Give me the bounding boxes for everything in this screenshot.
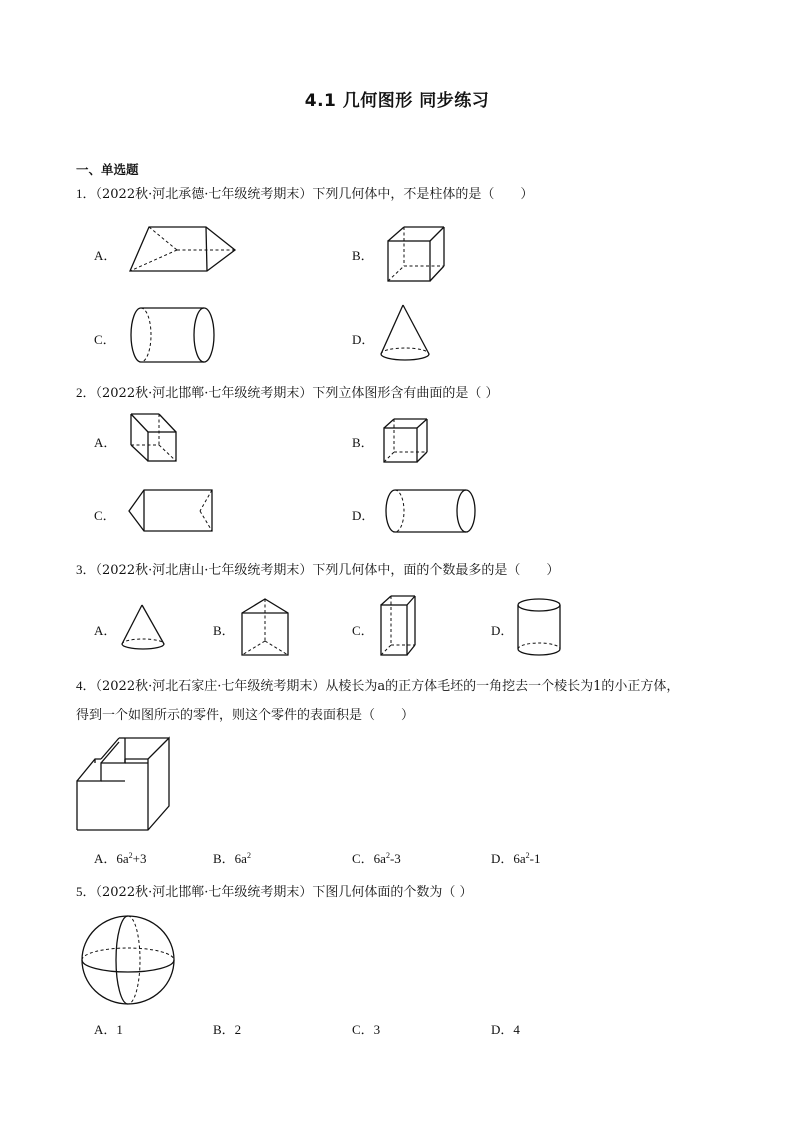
question-text: （2022秋·河北承德·七年级统考期末）下列几何体中，不是柱体的是（ ） <box>95 187 534 202</box>
option-label-d: D． <box>352 508 375 523</box>
option-label-c: C． <box>94 332 116 347</box>
cylinder-figure <box>515 596 565 660</box>
option-label-d: D． <box>491 623 514 638</box>
question-text: （2022秋·河北邯郸·七年级统考期末）下列立体图形含有曲面的是（ ） <box>95 386 499 401</box>
notched-cube-figure <box>74 735 172 833</box>
option-label-a: A． <box>94 623 117 638</box>
sphere-figure <box>78 912 178 1008</box>
section-heading: 一、单选题 <box>76 162 139 177</box>
option-label: A． <box>94 1022 117 1037</box>
question-number: 3． <box>76 562 96 577</box>
question-4-line-2: 得到一个如图所示的零件，则这个零件的表面积是（ ） <box>76 708 415 723</box>
option-d: D．$6a^2-1$ <box>491 851 541 866</box>
cylinder-figure <box>127 305 217 365</box>
cube-figure <box>128 411 180 465</box>
cone-figure <box>378 302 436 364</box>
option-label-b: B． <box>213 623 235 638</box>
cube-figure <box>381 416 431 466</box>
option-label: C． <box>352 851 374 866</box>
option-c: C．$6a^2-3$ <box>352 851 401 866</box>
question-3 <box>76 559 559 582</box>
triangular-prism-figure <box>126 487 216 535</box>
rectangular-prism-figure <box>378 593 418 659</box>
question-number: 1． <box>76 186 96 201</box>
cube-figure <box>385 224 447 284</box>
question-number: 4． <box>76 678 96 693</box>
cone-figure <box>119 602 169 654</box>
page-title: 4.1 几何图形 同步练习 <box>304 91 490 111</box>
question-text: （2022秋·河北石家庄·七年级统考期末）从棱长为a的正方体毛坯的一角挖去一个棱长为1的小正方体， <box>95 679 680 694</box>
triangular-prism-figure <box>239 596 291 660</box>
question-4 <box>76 675 679 698</box>
option-d: D．4 <box>491 1022 520 1037</box>
question-number: 2． <box>76 385 96 400</box>
option-label: B． <box>213 1022 235 1037</box>
option-label: A． <box>94 851 117 866</box>
question-1 <box>76 183 533 206</box>
option-b: B．2 <box>213 1022 242 1037</box>
option-a: A．$6a^2+3$ <box>94 851 147 866</box>
option-label: B． <box>213 851 235 866</box>
option-c: C．3 <box>352 1022 381 1037</box>
option-label-d: D． <box>352 332 375 347</box>
option-label: C． <box>352 1022 374 1037</box>
option-label-c: C． <box>94 508 116 523</box>
option-a: A．1 <box>94 1022 123 1037</box>
option-label: D． <box>491 1022 514 1037</box>
option-b: B．$6a^2$ <box>213 851 251 866</box>
question-number: 5． <box>76 884 96 899</box>
question-2 <box>76 382 499 405</box>
option-label: D． <box>491 851 514 866</box>
question-5 <box>76 881 473 904</box>
triangular-prism-figure <box>127 224 239 276</box>
option-label-a: A． <box>94 248 117 263</box>
question-text: （2022秋·河北邯郸·七年级统考期末）下图几何体面的个数为（ ） <box>95 885 473 900</box>
option-label-a: A． <box>94 435 117 450</box>
option-label-b: B． <box>352 435 374 450</box>
question-text: （2022秋·河北唐山·七年级统考期末）下列几何体中，面的个数最多的是（ ） <box>95 563 560 578</box>
option-label-b: B． <box>352 248 374 263</box>
option-label-c: C． <box>352 623 374 638</box>
cylinder-figure <box>383 487 479 535</box>
